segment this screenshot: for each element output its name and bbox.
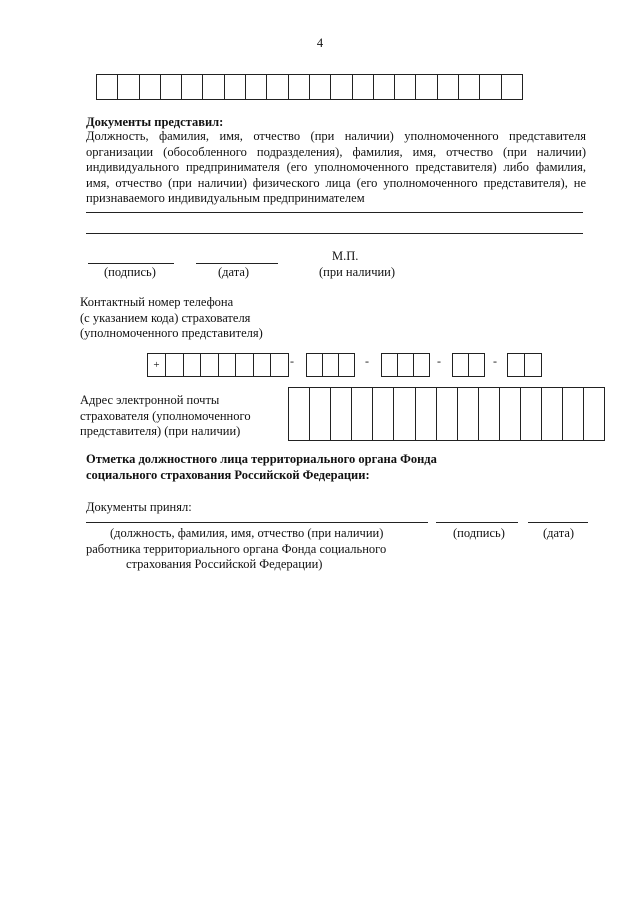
stamp-note: (при наличии) (319, 265, 396, 279)
input-cell[interactable] (500, 388, 521, 440)
input-cell[interactable] (584, 388, 605, 440)
phone-separator: - (437, 354, 441, 368)
input-cell[interactable] (414, 354, 430, 376)
page-number: 4 (316, 36, 324, 50)
phone-country-cells[interactable] (147, 353, 289, 377)
input-cell[interactable] (307, 354, 323, 376)
signature-caption: (подпись) (104, 265, 156, 279)
input-cell[interactable] (469, 354, 485, 376)
input-cell[interactable] (97, 75, 118, 99)
input-cell[interactable] (331, 75, 352, 99)
input-cell[interactable] (374, 75, 395, 99)
input-cell[interactable] (289, 75, 310, 99)
input-cell[interactable] (438, 75, 459, 99)
input-cell[interactable] (373, 388, 394, 440)
representative-name-line-2[interactable] (86, 233, 583, 234)
input-cell[interactable] (416, 388, 437, 440)
input-cell[interactable] (161, 75, 182, 99)
input-cell[interactable] (203, 75, 224, 99)
top-number-cells[interactable] (96, 74, 523, 100)
date-line[interactable] (196, 263, 278, 264)
email-label-line: страхователя (уполномоченного (80, 408, 251, 423)
input-cell[interactable] (437, 388, 458, 440)
input-cell[interactable] (542, 388, 563, 440)
phone-part3-cells[interactable] (507, 353, 542, 377)
input-cell[interactable] (310, 388, 331, 440)
email-label-line: представителя) (при наличии) (80, 424, 241, 438)
input-cell[interactable] (219, 354, 237, 376)
input-cell[interactable] (140, 75, 161, 99)
email-cells[interactable] (288, 387, 605, 441)
input-cell[interactable] (246, 75, 267, 99)
caption-line: работника территориального органа Фонда социального (86, 541, 387, 556)
input-cell[interactable] (521, 388, 542, 440)
input-cell[interactable] (182, 75, 203, 99)
input-cell[interactable] (395, 75, 416, 99)
input-cell[interactable] (310, 75, 331, 99)
input-cell[interactable] (267, 75, 288, 99)
phone-label-line: Контактный номер телефона (80, 295, 234, 309)
representative-name-line-1[interactable] (86, 212, 583, 213)
input-cell[interactable] (225, 75, 246, 99)
input-cell[interactable] (480, 75, 501, 99)
input-cell[interactable] (502, 75, 523, 99)
input-cell[interactable] (166, 354, 184, 376)
description-line: Должность, фамилия, имя, отчество (при наличии) уполномоченного представителя (86, 129, 586, 143)
input-cell[interactable] (398, 354, 414, 376)
stamp-label: М.П. (332, 249, 359, 263)
input-cell[interactable] (352, 388, 373, 440)
input-cell[interactable] (453, 354, 469, 376)
description-line: имя, отчество (при наличии) физического лица (его уполномоченного представителя), не (86, 175, 586, 190)
phone-label-line: (уполномоченного представителя) (80, 326, 263, 340)
email-label-line: Адрес электронной почты (80, 393, 220, 407)
official-position-line[interactable] (86, 522, 428, 523)
input-cell[interactable] (416, 75, 437, 99)
official-signature-line[interactable] (436, 522, 518, 523)
official-date-caption: (дата) (543, 526, 575, 540)
plus-cell: + (148, 354, 166, 376)
input-cell[interactable] (201, 354, 219, 376)
official-heading-line: социального страхования Российской Федерации: (86, 467, 370, 482)
caption-line: страхования Российской Федерации) (126, 557, 323, 571)
phone-part2-cells[interactable] (452, 353, 485, 377)
input-cell[interactable] (339, 354, 355, 376)
description-line: признаваемого индивидуальным предпринимателем (86, 191, 365, 205)
official-heading-line: Отметка должностного лица территориального органа Фонда (86, 452, 437, 466)
input-cell[interactable] (479, 388, 500, 440)
input-cell[interactable] (563, 388, 584, 440)
official-mark-heading (86, 452, 437, 483)
input-cell[interactable] (254, 354, 272, 376)
input-cell[interactable] (271, 354, 289, 376)
phone-area-cells[interactable] (306, 353, 355, 377)
official-position-caption (86, 526, 416, 573)
date-caption: (дата) (218, 265, 250, 279)
input-cell[interactable] (184, 354, 202, 376)
input-cell[interactable] (323, 354, 339, 376)
phone-label (80, 295, 263, 342)
input-cell[interactable] (458, 388, 479, 440)
caption-line: (должность, фамилия, имя, отчество (при наличии) (110, 526, 384, 540)
input-cell[interactable] (118, 75, 139, 99)
official-signature-caption: (подпись) (453, 526, 505, 540)
signature-line[interactable] (88, 263, 174, 264)
input-cell[interactable] (382, 354, 398, 376)
input-cell[interactable] (508, 354, 525, 376)
phone-label-line: (с указанием кода) страхователя (80, 310, 251, 325)
email-label (80, 393, 251, 440)
phone-separator: - (365, 354, 369, 368)
input-cell[interactable] (236, 354, 254, 376)
received-label: Документы принял: (86, 500, 192, 514)
description-line: индивидуального предпринимателя (его уполномоченного представителя) либо фамилия, (86, 160, 586, 174)
input-cell[interactable] (525, 354, 542, 376)
phone-part1-cells[interactable] (381, 353, 430, 377)
input-cell[interactable] (331, 388, 352, 440)
submitted-description (86, 129, 586, 207)
phone-separator: - (290, 354, 294, 368)
input-cell[interactable] (353, 75, 374, 99)
official-date-line[interactable] (528, 522, 588, 523)
phone-separator: - (493, 354, 497, 368)
input-cell[interactable] (459, 75, 480, 99)
submitted-heading: Документы представил: (86, 115, 224, 129)
input-cell[interactable] (289, 388, 310, 440)
description-line: организации (обособленного подразделения), фамилия, имя, отчество (при наличии) (86, 144, 586, 159)
input-cell[interactable] (394, 388, 415, 440)
